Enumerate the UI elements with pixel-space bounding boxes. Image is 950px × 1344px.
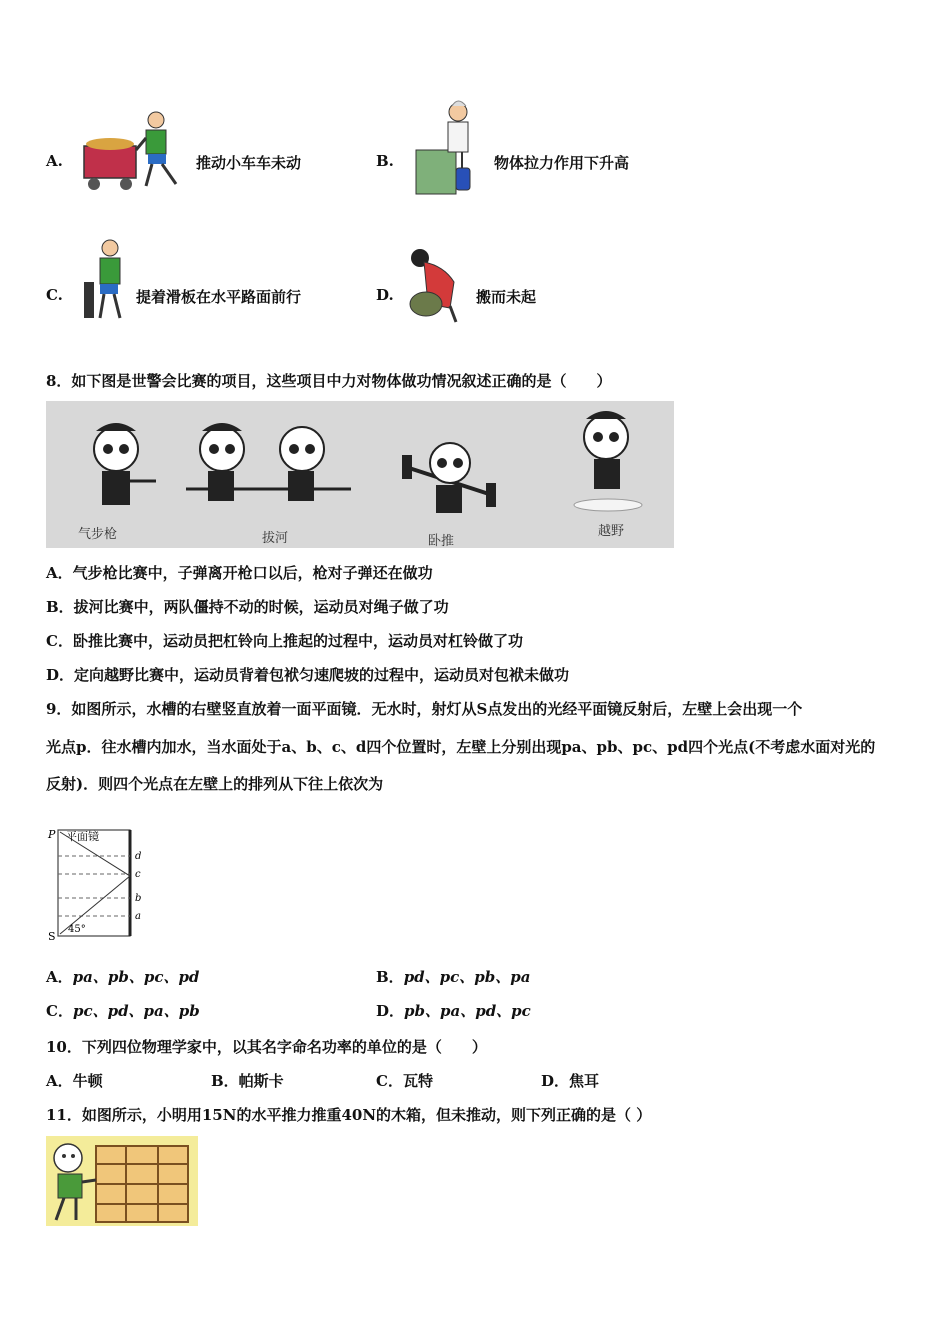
q8-option-a: A．气步枪比赛中，子弹离开枪口以后，枪对子弹还在做功 [46, 564, 433, 582]
q8-option-b: B．拔河比赛中，两队僵持不动的时候，运动员对绳子做了功 [46, 598, 449, 616]
diagram-label-b: b [135, 893, 142, 904]
q7-option-c-text: 提着滑板在水平路面前行 [136, 288, 302, 306]
q10-option-a: A．牛顿 [46, 1072, 103, 1090]
q10-option-d: D．焦耳 [541, 1072, 600, 1090]
diagram-label-s: S [48, 930, 56, 942]
q7-option-a-text: 推动小车车未动 [196, 154, 302, 172]
diagram-label-p: P [48, 828, 56, 841]
q9-option-a-text: pa、pb、pc、pd [72, 968, 200, 986]
q7-option-d-label: D. [376, 286, 394, 304]
lift-box-fail-illustration [404, 244, 474, 324]
q10-option-c: C．瓦特 [376, 1072, 433, 1090]
q7-option-a-label: A. [46, 152, 63, 170]
q9-option-c-text: pc、pd、pa、pb [72, 1002, 200, 1020]
q9-option-b-text: pd、pc、pb、pa [403, 968, 531, 986]
q9-stem-line1: 9．如图所示，水槽的右壁竖直放着一面平面镜．无水时，射灯从S点发出的光经平面镜反射后，左壁上会出现一个 [46, 700, 803, 718]
q9-option-d-label: D． [376, 1002, 405, 1020]
diagram-label-c: c [135, 869, 141, 880]
q9-option-d-text: pb、pa、pd、pc [404, 1002, 531, 1020]
q9-option-b [376, 966, 530, 987]
figure-label-crosscountry: 越野 [598, 524, 625, 539]
q8-option-d: D．定向越野比赛中，运动员背着包袱匀速爬坡的过程中，运动员对包袱未做功 [46, 666, 570, 684]
q8-stem: 8．如下图是世警会比赛的项目，这些项目中力对物体做功情况叙述正确的是（ ） [46, 372, 612, 390]
carry-skateboard-illustration [80, 238, 136, 324]
q7-option-c-label: C. [46, 286, 63, 304]
water-tank-mirror-diagram [46, 824, 154, 942]
lift-object-illustration [412, 98, 490, 196]
figure-label-bench: 卧推 [428, 534, 455, 548]
q9-option-c-label: C． [46, 1002, 73, 1020]
q7-option-b-label: B. [376, 152, 394, 170]
push-crate-illustration [46, 1136, 198, 1226]
q11-stem: 11．如图所示，小明用15N的水平推力推重40N的木箱，但未推动，则下列正确的是（ ） [46, 1106, 652, 1124]
diagram-label-mirror: 平面镜 [66, 830, 99, 843]
q8-option-c: C．卧推比赛中，运动员把杠铃向上推起的过程中，运动员对杠铃做了功 [46, 632, 523, 650]
police-games-figure [46, 401, 674, 548]
q10-stem: 10．下列四位物理学家中，以其名字命名功率的单位的是（ ） [46, 1038, 487, 1056]
q10-option-b: B．帕斯卡 [211, 1072, 284, 1090]
q9-option-a-label: A． [46, 968, 73, 986]
q7-option-b-text: 物体拉力作用下升高 [494, 154, 630, 172]
q9-option-a [46, 966, 199, 987]
diagram-label-angle: 45° [68, 924, 86, 935]
push-cart-illustration [80, 108, 190, 196]
q7-option-d-text: 搬而未起 [476, 288, 537, 306]
q9-stem-line2: 光点p．往水槽内加水，当水面处于a、b、c、d四个位置时，左壁上分别出现pa、pb、pc、pd四个光点(不考虑水面对光的 [46, 738, 876, 756]
figure-label-rifle: 气步枪 [78, 527, 118, 542]
q9-option-c [46, 1000, 200, 1021]
diagram-label-a: a [135, 911, 141, 922]
q9-option-d [376, 1000, 531, 1021]
q9-option-b-label: B． [376, 968, 404, 986]
q9-stem-line3: 反射)．则四个光点在左壁上的排列从下往上依次为 [46, 775, 384, 793]
diagram-label-d: d [135, 851, 142, 862]
figure-label-tug: 拔河 [262, 531, 289, 546]
